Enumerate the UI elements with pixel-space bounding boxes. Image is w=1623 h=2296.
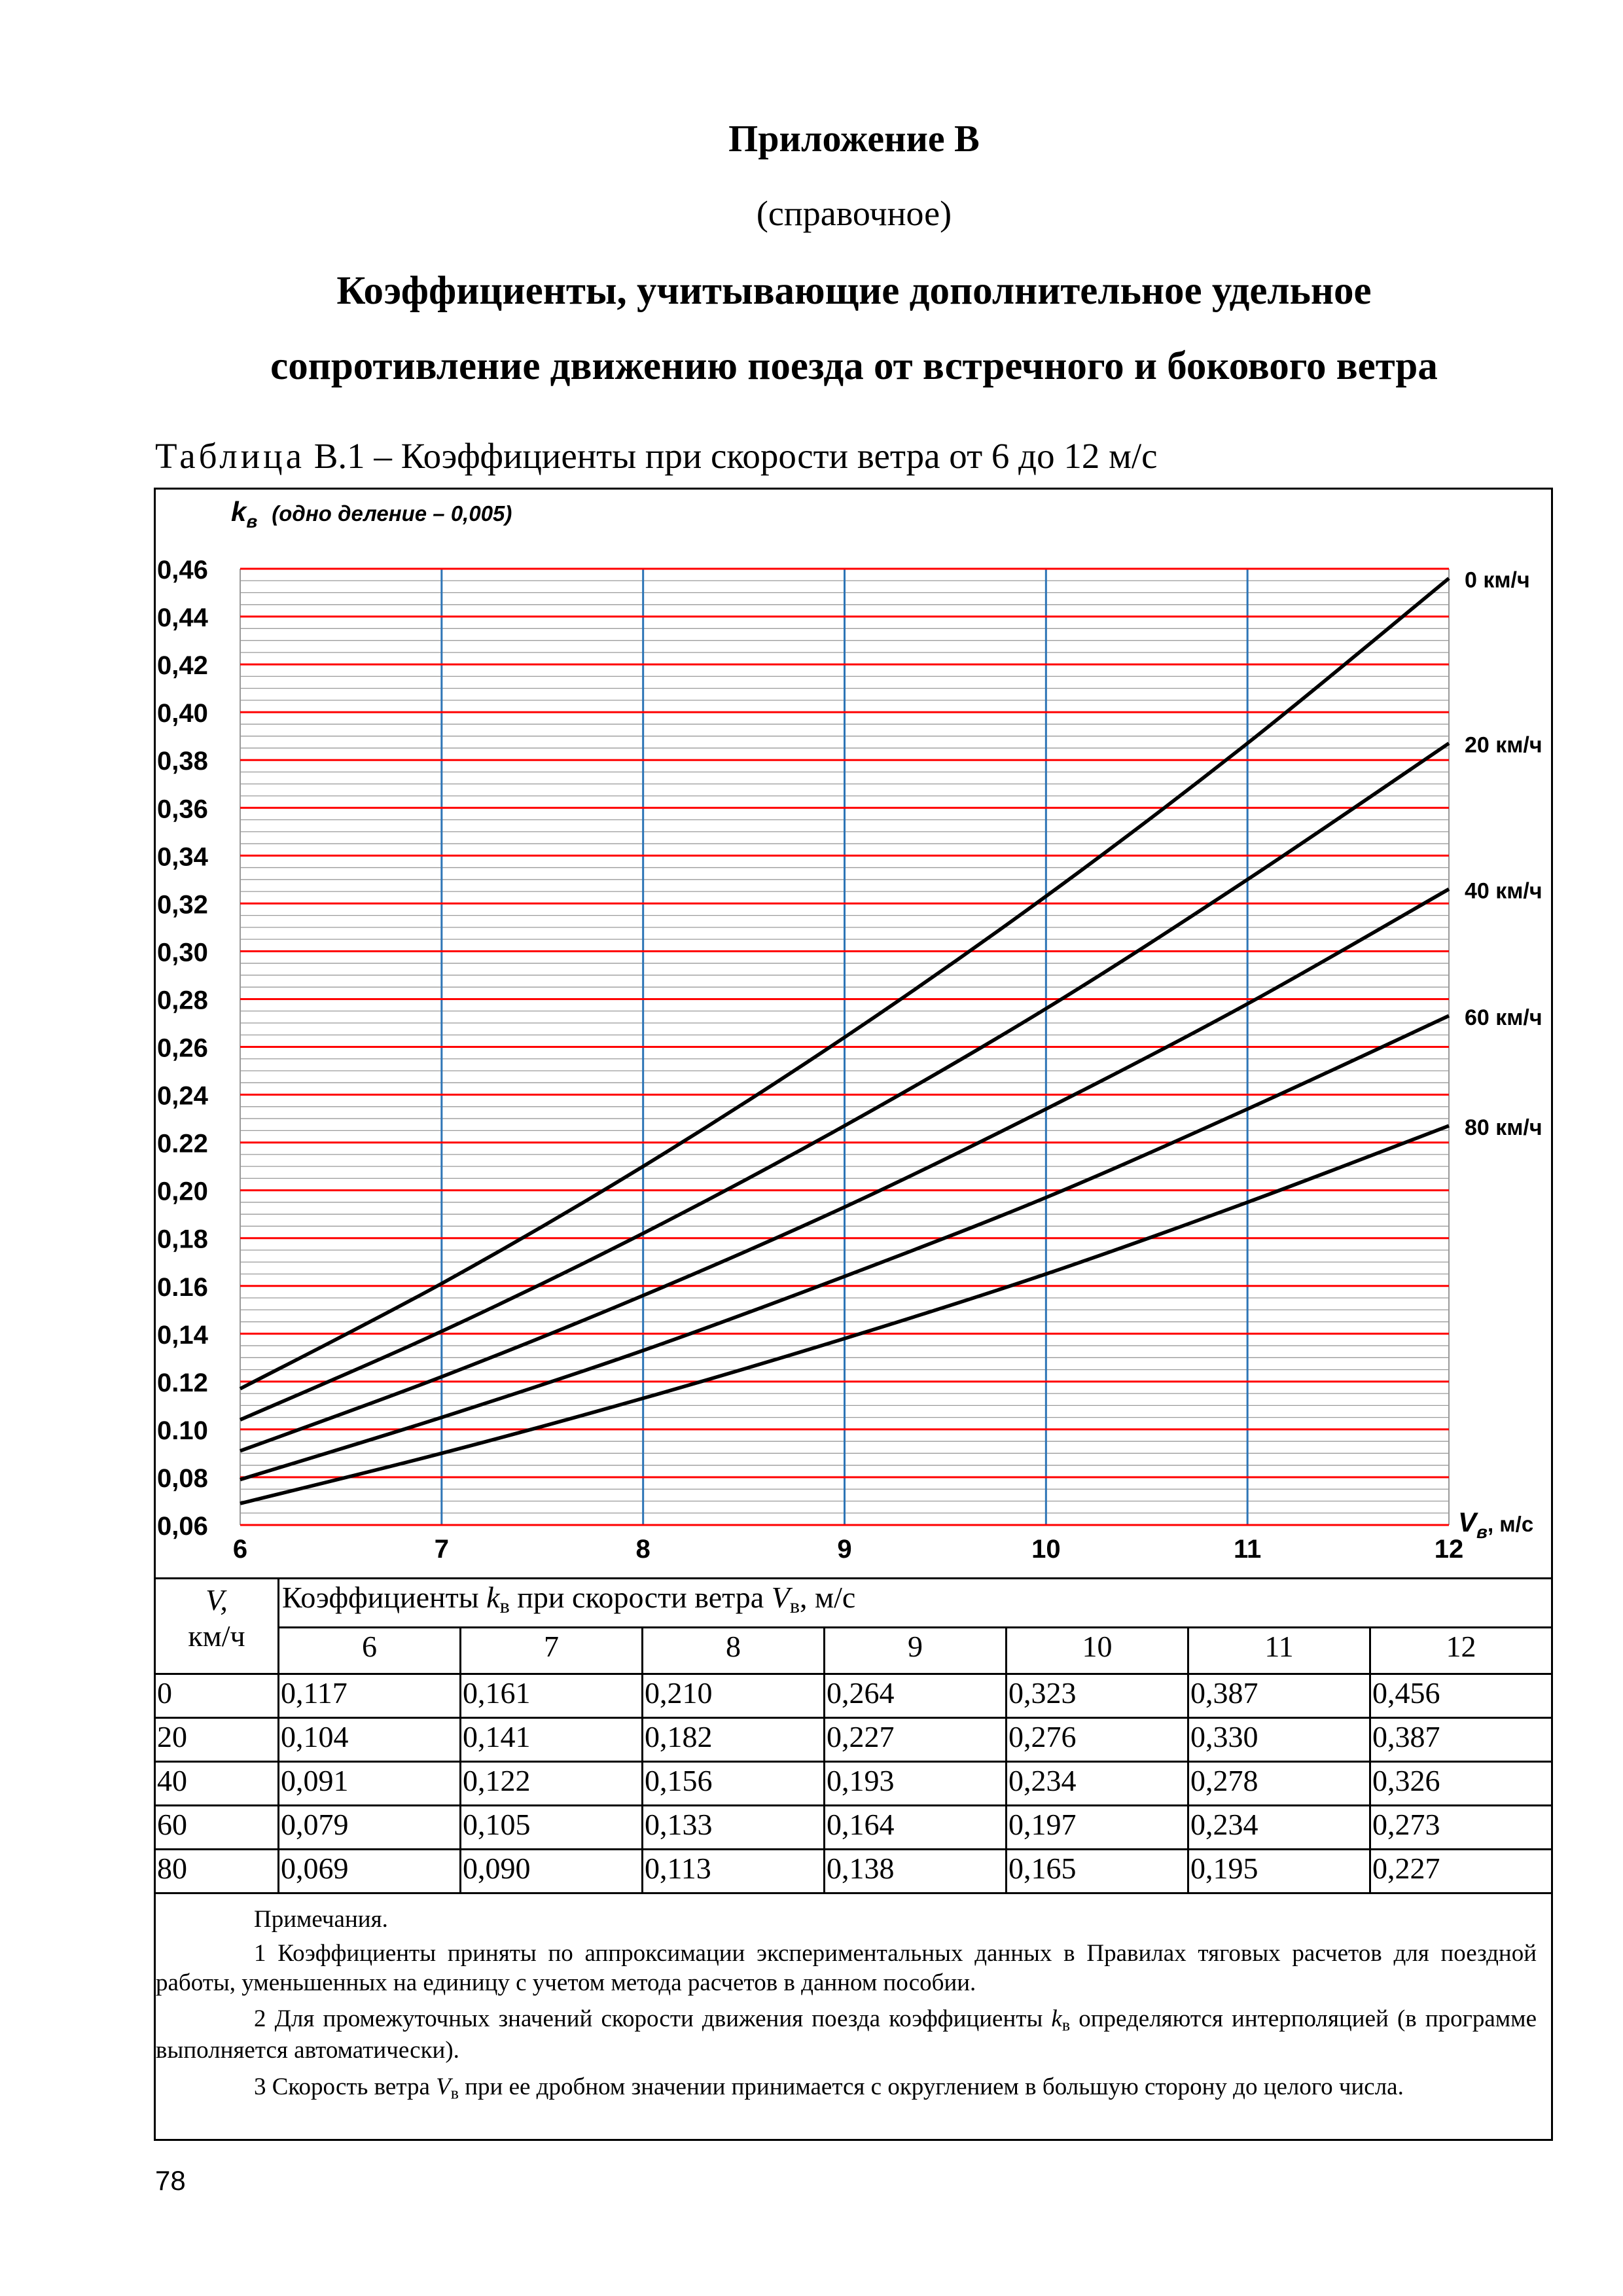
table-cell: 0,182 [643, 1718, 825, 1762]
table-caption-prefix: Таблица [155, 436, 305, 476]
x-tick-label: 10 [1031, 1535, 1061, 1564]
table-cell: 0,105 [461, 1806, 643, 1850]
column-header: 12 [1370, 1628, 1552, 1674]
table-cell: 0,113 [643, 1850, 825, 1893]
x-tick-label: 8 [635, 1535, 651, 1564]
coefficients-header: Коэффициенты $k_в$ при скорости ветра $V_в$, м/с [279, 1579, 1552, 1628]
table-cell: 0,264 [825, 1674, 1007, 1718]
page-number: 78 [155, 2165, 186, 2196]
y-tick-label: 0,36 [157, 795, 208, 824]
v-header [155, 1579, 279, 1674]
y-tick-label: 0,30 [157, 938, 208, 967]
row-speed: 80 [155, 1850, 279, 1893]
table-cell: 0,138 [825, 1850, 1007, 1893]
series-labels [1465, 568, 1543, 1140]
y-tick-label: 0,40 [157, 699, 208, 728]
column-header: 10 [1007, 1628, 1188, 1674]
table-row [155, 1674, 1552, 1718]
notes [156, 1905, 1551, 2139]
table-cell: 0,387 [1188, 1674, 1370, 1718]
table-cell: 0,156 [643, 1762, 825, 1806]
row-speed: 60 [155, 1806, 279, 1850]
y-tick-label: 0,46 [157, 556, 208, 584]
coefficient-table [154, 1577, 1553, 1894]
table-caption-text: В.1 – Коэффициенты при скорости ветра от 6 до 12 м/с [304, 436, 1158, 476]
x-tick-label: 9 [837, 1535, 852, 1564]
table-cell: 0,323 [1007, 1674, 1188, 1718]
column-header: 7 [461, 1628, 643, 1674]
table-cell: 0,195 [1188, 1850, 1370, 1893]
table-cell: 0,234 [1007, 1762, 1188, 1806]
table-cell: 0,193 [825, 1762, 1007, 1806]
y-tick-label: 0,24 [157, 1081, 208, 1111]
y-tick-label: 0,20 [157, 1177, 208, 1206]
table-cell: 0,273 [1370, 1806, 1552, 1850]
row-speed: 0 [155, 1674, 279, 1718]
table-caption [155, 435, 1158, 476]
series-label: 0 км/ч [1465, 567, 1530, 593]
column-header: 11 [1188, 1628, 1370, 1674]
table-cell: 0,165 [1007, 1850, 1188, 1893]
heading-line-2: сопротивление движению поезда от встречного и бокового ветра [270, 344, 1438, 388]
table-row [155, 1718, 1552, 1762]
coefficient-chart [156, 490, 1551, 1579]
table-cell: 0,091 [279, 1762, 461, 1806]
table-row [155, 1762, 1552, 1806]
table-cell: 0,141 [461, 1718, 643, 1762]
table-cell: 0,161 [461, 1674, 643, 1718]
table-cell: 0,104 [279, 1718, 461, 1762]
y-tick-label: 0,08 [157, 1463, 208, 1493]
series-label: 20 км/ч [1465, 732, 1543, 758]
series-label: 40 км/ч [1465, 878, 1543, 904]
table-row [155, 1850, 1552, 1893]
appendix-title: Приложение В [728, 117, 980, 160]
coefficient-table-area [154, 1577, 1553, 1894]
notes-title: Примечания. [254, 1906, 388, 1933]
appendix-subtitle: (справочное) [756, 194, 952, 233]
table-cell: 0,330 [1188, 1718, 1370, 1762]
table-cell: 0,387 [1370, 1718, 1552, 1762]
table-cell: 0,122 [461, 1762, 643, 1806]
y-tick-label: 0,42 [157, 651, 208, 681]
row-speed: 40 [155, 1762, 279, 1806]
x-tick-label: 7 [434, 1535, 449, 1564]
column-header: 8 [643, 1628, 825, 1674]
table-cell: 0,164 [825, 1806, 1007, 1850]
table-row [155, 1806, 1552, 1850]
major-grid [240, 569, 1449, 1525]
table-cell: 0,326 [1370, 1762, 1552, 1806]
v-header-unit: км/ч [188, 1619, 245, 1653]
x-tick-labels [233, 1535, 1463, 1564]
table-cell: 0,210 [643, 1674, 825, 1718]
x-tick-label: 11 [1234, 1535, 1262, 1564]
note-3: 3 Скорость ветра $V_в$ при ее дробном значении принимается с округлением в большую сторону до целого числа. [254, 2073, 1404, 2103]
table-cell: 0,197 [1007, 1806, 1188, 1850]
table-cell: 0,117 [279, 1674, 461, 1718]
table-cell: 0,278 [1188, 1762, 1370, 1806]
column-header: 9 [825, 1628, 1007, 1674]
row-speed: 20 [155, 1718, 279, 1762]
y-tick-label: 0.16 [157, 1272, 208, 1302]
y-tick-label: 0,18 [157, 1225, 208, 1254]
x-tick-label: 6 [232, 1535, 248, 1564]
y-tick-label: 0,26 [157, 1033, 208, 1063]
x-tick-label: 12 [1434, 1535, 1464, 1564]
v-header-symbol: V, [205, 1583, 228, 1617]
series-label: 80 км/ч [1465, 1115, 1543, 1141]
y-tick-label: 0.22 [157, 1129, 208, 1158]
note-2: 2 Для промежуточных значений скорости движения поезда коэффициенты $k_в$ определяются интерполяцией (в программе выполняется автоматически). [156, 2005, 1537, 2064]
column-header: 6 [279, 1628, 461, 1674]
column-header-row [155, 1628, 1552, 1674]
table-cell: 0,079 [279, 1806, 461, 1850]
y-tick-labels [157, 556, 209, 1541]
y-axis-label: $k_в$ $^{(одно деление - 0,005)}$ [231, 496, 512, 531]
table-cell: 0,276 [1007, 1718, 1188, 1762]
table-cell: 0,090 [461, 1850, 643, 1893]
table-cell: 0,227 [1370, 1850, 1552, 1893]
table-cell: 0,234 [1188, 1806, 1370, 1850]
heading-line-1: Коэффициенты, учитывающие дополнительное удельное [336, 269, 1372, 313]
table-cell: 0,227 [825, 1718, 1007, 1762]
y-tick-label: 0,06 [157, 1512, 208, 1541]
y-tick-label: 0,14 [157, 1320, 208, 1350]
y-tick-label: 0,38 [157, 747, 208, 776]
y-tick-label: 0,34 [157, 842, 208, 872]
y-tick-label: 0,32 [157, 890, 208, 920]
table-cell: 0,069 [279, 1850, 461, 1893]
table-body [155, 1674, 1552, 1893]
y-tick-label: 0.12 [157, 1368, 208, 1397]
y-tick-label: 0,28 [157, 986, 208, 1015]
y-tick-label: 0,44 [157, 603, 208, 633]
table-cell: 0,133 [643, 1806, 825, 1850]
table-cell: 0,456 [1370, 1674, 1552, 1718]
note-1: 1 Коэффициенты приняты по аппроксимации экспериментальных данных в Правилах тяговых расчетов для поездной работы, уменьшенных на единицу с учетом метода расчетов в данном пособии. [156, 1940, 1537, 1997]
y-tick-label: 0.10 [157, 1416, 208, 1445]
series-label: 60 км/ч [1465, 1005, 1543, 1031]
x-axis-label: $V_в^{, м/с}$ [1458, 1507, 1534, 1542]
